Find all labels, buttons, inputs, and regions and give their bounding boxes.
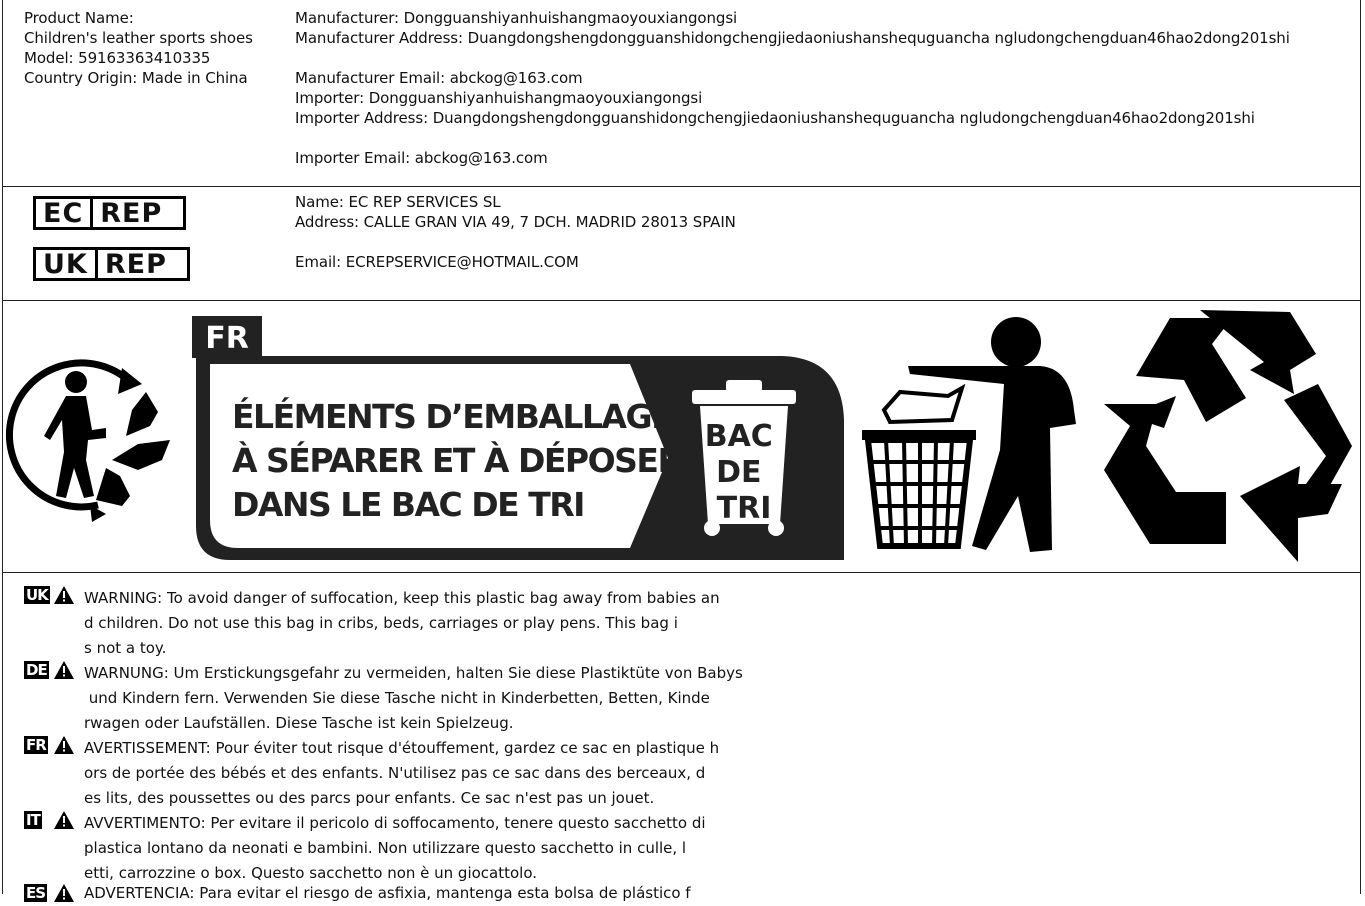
triman-line-1: ÉLÉMENTS D’EMBALLAGE	[232, 397, 673, 436]
lang-badge-uk: UK	[26, 586, 48, 604]
rep-address: Address: CALLE GRAN VIA 49, 7 DCH. MADRID 28013 SPAIN	[295, 213, 736, 231]
warning-uk-line-1: WARNING: To avoid danger of suffocation, keep this plastic bag away from babies an	[84, 589, 720, 607]
lang-badge-es: ES	[26, 884, 46, 902]
lang-badge-fr: FR	[26, 736, 46, 754]
bin-line-1: BAC	[704, 419, 773, 454]
importer-email: Importer Email: abckog@163.com	[295, 149, 548, 167]
warning-it-line-1: AVVERTIMENTO: Per evitare il pericolo di soffocamento, tenere questo sacchetto di	[84, 814, 706, 832]
warning-de-line-2: und Kindern fern. Verwenden Sie diese Tasche nicht in Kinderbetten, Betten, Kinde	[84, 689, 710, 707]
warning-triangle-icon	[54, 661, 74, 679]
warning-de-line-1: WARNUNG: Um Erstickungsgefahr zu vermeiden, halten Sie diese Plastiktüte von Babys	[84, 664, 743, 682]
ec-rep-left: EC	[36, 199, 93, 227]
triman-country: FR	[205, 321, 249, 356]
uk-rep-right: REP	[104, 248, 167, 280]
product-name-value: Children's leather sports shoes	[24, 29, 253, 47]
recycling-graphics	[0, 300, 1365, 572]
importer-name: Importer: Dongguanshiyanhuishangmaoyouxiangongsi	[295, 89, 703, 107]
divider	[2, 572, 1361, 573]
fr-sorting-banner	[192, 316, 844, 560]
product-name-label: Product Name:	[24, 9, 134, 27]
uk-rep-left: UK	[36, 250, 98, 278]
warning-uk-line-2: d children. Do not use this bag in cribs, beds, carriages or play pens. This bag i	[84, 614, 678, 632]
ec-rep-right: REP	[100, 197, 163, 229]
sorting-bin-icon	[692, 380, 796, 536]
lang-badge-it: IT	[26, 811, 40, 829]
uk-rep-symbol	[33, 247, 190, 281]
warning-triangle-icon	[54, 736, 74, 754]
bin-line-3: TRI	[716, 491, 772, 526]
warning-fr-line-2: ors de portée des bébés et des enfants. N'utilisez pas ce sac dans des berceaux, d	[84, 764, 706, 782]
warning-es-line-1: ADVERTENCIA: Para evitar el riesgo de asfixia, mantenga esta bolsa de plástico f	[84, 884, 691, 902]
manufacturer-address: Manufacturer Address: Duangdongshengdongguanshidongchengjiedaoniushanshequguancha ngludongchengduan46hao2dong201shi	[295, 29, 1290, 47]
warning-fr-line-1: AVERTISSEMENT: Pour éviter tout risque d'étouffement, gardez ce sac en plastique h	[84, 739, 720, 757]
manufacturer-email: Manufacturer Email: abckog@163.com	[295, 69, 583, 87]
rep-email: Email: ECREPSERVICE@HOTMAIL.COM	[295, 253, 579, 271]
country-origin: Country Origin: Made in China	[24, 69, 248, 87]
triman-line-2: À SÉPARER ET À DÉPOSER	[232, 441, 682, 480]
recycle-icon	[1104, 310, 1352, 562]
warning-it-line-2: plastica lontano da neonati e bambini. Non utilizzare questo sacchetto in culle, l	[84, 839, 687, 857]
importer-address: Importer Address: Duangdongshengdongguanshidongchengjiedaoniushanshequguancha ngludongchengduan46hao2dong201shi	[295, 109, 1255, 127]
ec-rep-symbol	[33, 196, 186, 230]
bin-line-2: DE	[716, 455, 762, 490]
warning-fr-line-3: es lits, des poussettes ou des parcs pour enfants. Ce sac n'est pas un jouet.	[84, 789, 655, 807]
warning-uk-line-3: s not a toy.	[84, 639, 167, 657]
warning-it-line-3: etti, carrozzine o box. Questo sacchetto non è un giocattolo.	[84, 864, 538, 882]
rep-name: Name: EC REP SERVICES SL	[295, 193, 501, 211]
warning-de-line-3: rwagen oder Laufställen. Diese Tasche ist kein Spielzeug.	[84, 714, 514, 732]
triman-line-3: DANS LE BAC DE TRI	[232, 485, 584, 524]
trash-bin-icon	[862, 388, 976, 546]
warning-triangle-icon	[54, 811, 74, 829]
divider	[2, 186, 1361, 187]
warning-triangle-icon	[54, 586, 74, 604]
manufacturer-name: Manufacturer: Dongguanshiyanhuishangmaoyouxiangongsi	[295, 9, 738, 27]
lang-badge-de: DE	[26, 661, 47, 679]
triman-icon	[9, 363, 170, 522]
product-model: Model: 59163363410335	[24, 49, 211, 67]
warning-triangle-icon	[54, 884, 74, 902]
